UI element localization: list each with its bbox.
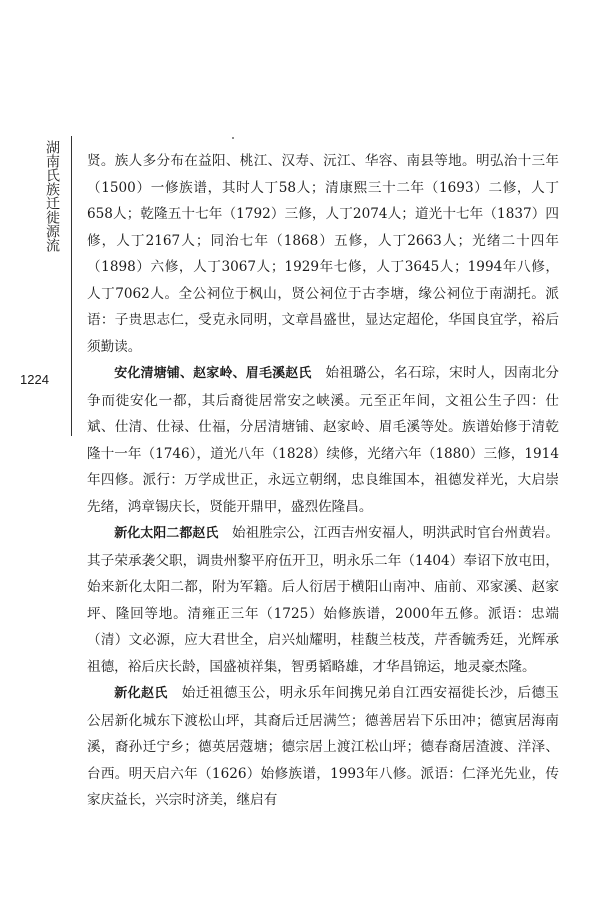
paragraph bbox=[87, 680, 559, 814]
paragraph bbox=[87, 148, 559, 360]
paragraph-text: 始迁祖德玉公，明永乐年间携兄弟自江西安福徙长沙，后德玉公居新化城东下渡松山坪，其裔后迁居满竺；德善居岩下乐田冲；德寅居海南溪，裔孙迁宁乡；德英居蔻塘；德宗居上渡江松山坪；德春裔居渣渡、洋泽、台西。明天启六年（1626）始修族谱，1993年八修。派语：仁泽光先业，传家庆益长，兴宗时济美，继启有 bbox=[87, 685, 559, 808]
main-text bbox=[87, 148, 559, 814]
side-rule bbox=[71, 136, 72, 436]
page-number: 1224 bbox=[20, 372, 49, 387]
section-heading: 新化太阳二都赵氏 bbox=[114, 526, 219, 541]
section-heading: 安化清塘铺、赵家岭、眉毛溪赵氏 bbox=[114, 366, 312, 381]
paragraph bbox=[87, 360, 559, 520]
decorative-dot bbox=[232, 137, 234, 139]
paragraph-text: 贤。族人多分布在益阳、桃江、汉寿、沅江、华容、南县等地。明弘治十三年（1500）一修族谱，其时人丁58人；清康熙三十二年（1693）二修，人丁658人；乾隆五十七年（1792）三修，人丁2074人；道光十七年（1837）四修，人丁2167人；同治七年（1868）五修，人丁2663人；光绪二十四年（1898）六修，人丁3067人；1929年七修，人丁3645人；1994年八修，人丁7062人。全公祠位于枫山，贤公祠位于古李塘，缘公祠位于南湖托。派语：子贵思志仁，受克永同明，文章昌盛世，显达定超伦，华国良宜学，裕后须勤读。 bbox=[87, 153, 559, 355]
paragraph bbox=[87, 520, 559, 680]
paragraph-text: 始祖胜宗公，江西吉州安福人，明洪武时官台州黄岩。其子荣承袭父职，调贵州黎平府伍开卫，明永乐二年（1404）奉诏下放屯田，始来新化太阳二都，附为军籍。后人衍居于横阳山南冲、庙前、邓家溪、赵家坪、隆回等地。清雍正三年（1725）始修族谱，2000年五修。派语：忠端（清）文必源，应大君世全，启兴灿耀明，桂馥兰枝茂，芹香毓秀廷，光辉承祖德，裕后庆长龄，国盛祯祥集，智勇韬略雄，才华昌锦运，地灵豪杰隆。 bbox=[87, 525, 559, 675]
paragraph-text: 始祖璐公，名石琮，宋时人，因南北分争而徙安化一都，其后裔徙居常安之峡溪。元至正年间，文祖公生子四：仕斌、仕清、仕禄、仕福，分居清塘铺、赵家岭、眉毛溪等处。族谱始修于清乾隆十一年（1746），道光八年（1828）续修，光绪六年（1880）三修，1914年四修。派行：万学成世正，永远立朝纲，忠良维国本，祖德发祥光，大启崇先绪，鸿章锡庆长，贤能开鼎甲，盛烈佐隆昌。 bbox=[87, 365, 559, 515]
running-head: 湖南氏族迁徙源流 bbox=[44, 140, 60, 252]
section-heading: 新化赵氏 bbox=[114, 686, 168, 701]
